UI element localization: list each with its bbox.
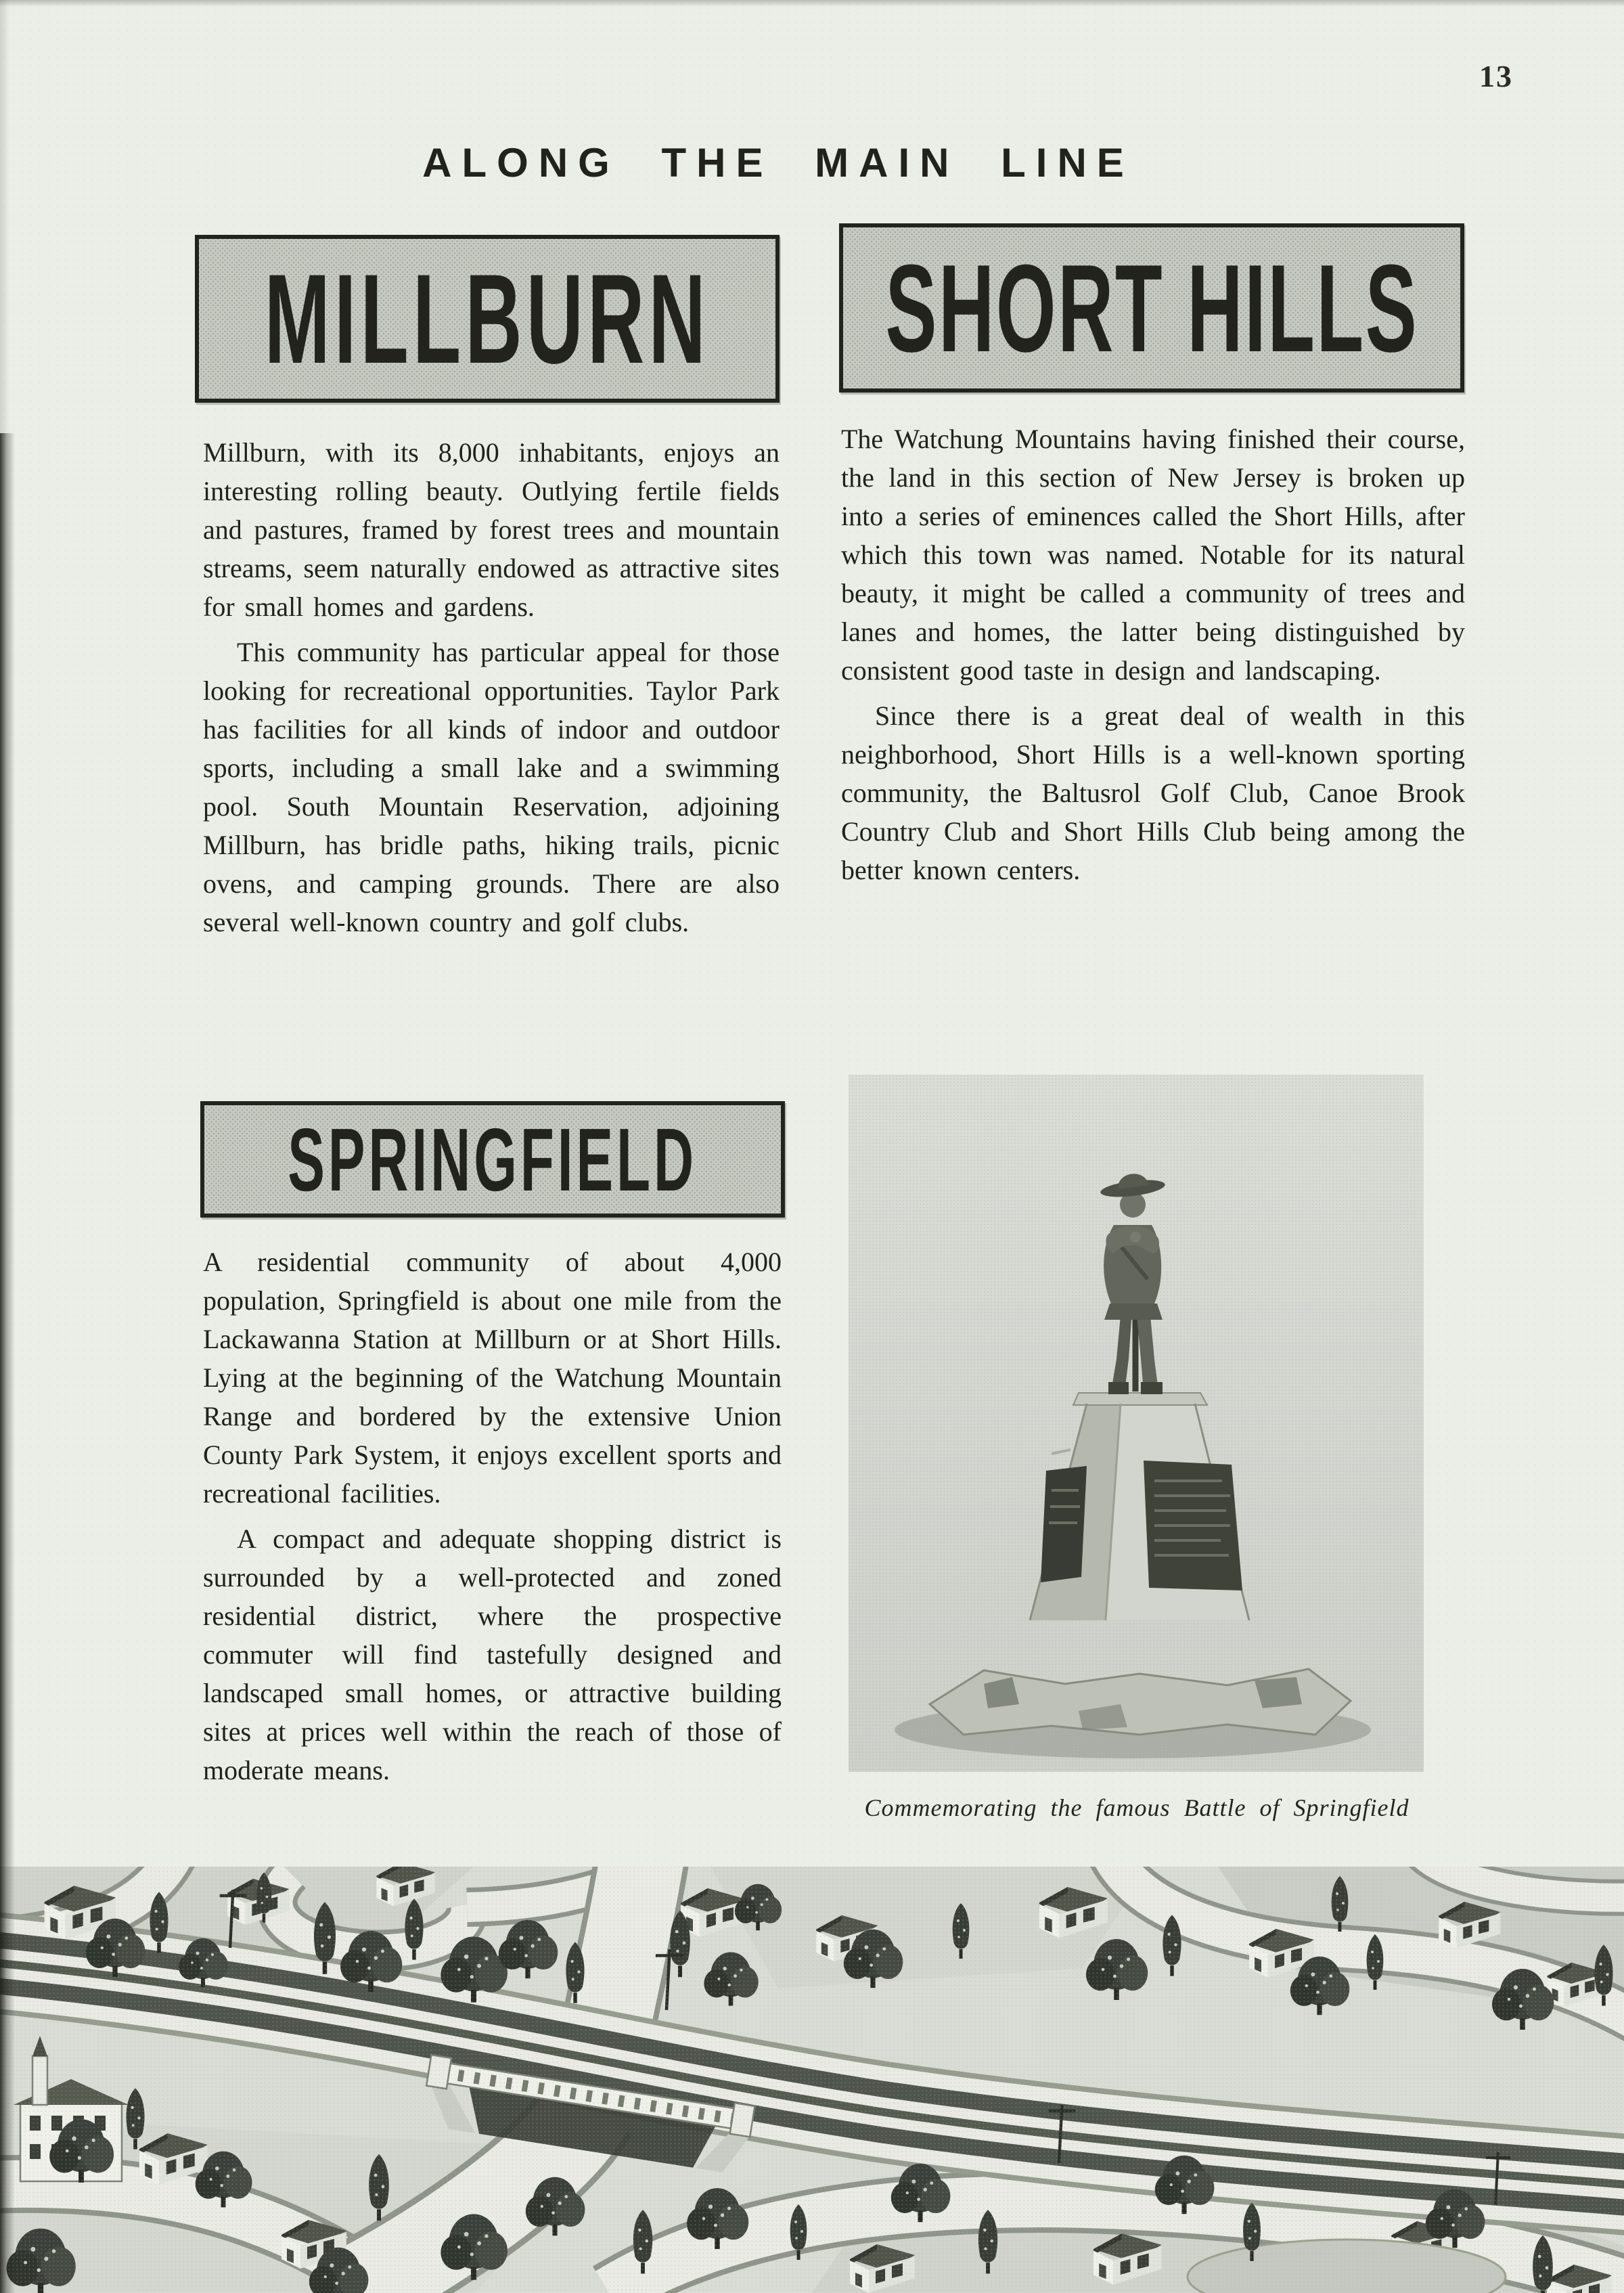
springfield-paragraph-2: A compact and adequate shopping district is surrounded by a well-protected and zoned residential district, where the prospective commuter will find tastefully designed and landscaped small homes, or attractive building sites at prices well within the reach of those of moderate means.: [203, 1523, 782, 1785]
springfield-paragraph-1: A residential community of about 4,000 population, Springfield is about one mile from the Lackawanna Station at Millburn or at Short Hills. Lying at the beginning of the Watchung Mountain Range and bordered by the extensive Union County Park System, it enjoys excellent sports and recreational facilities.: [203, 1247, 782, 1509]
short-hills-heading: SHORT HILLS: [885, 238, 1418, 378]
short-hills-paragraph-1: The Watchung Mountains having finished their course, the land in this section of New Jersey is broken up into a series of eminences called the Short Hills, after which this town was named. Notable for its natural beauty, it might be called a community of trees and lanes and homes, the latter being distinguished by consistent good taste in design and landscaping.: [841, 424, 1465, 686]
statue-photo-image: [848, 1075, 1424, 1772]
millburn-column: [203, 433, 780, 941]
short-hills-paragraph-2: Since there is a great deal of wealth in this neighborhood, Short Hills is a well-known sporting community, the Baltusrol Golf Club, Canoe Brook Country Club and Short Hills Club being among the better known centers.: [841, 700, 1465, 885]
binding-edge: [0, 433, 15, 2293]
page-title: ALONG THE MAIN LINE: [422, 140, 1134, 185]
springfield-column: [203, 1243, 782, 1789]
aerial-town-illustration: [0, 1867, 1624, 2293]
page-number: 13: [1479, 59, 1513, 93]
minuteman-statue-photo: [848, 1075, 1424, 1772]
millburn-paragraph-1: Millburn, with its 8,000 inhabitants, enjoys an interesting rolling beauty. Outlying fertile fields and pastures, framed by forest trees and mountain streams, seem naturally endowed as attractive sites for small homes and gardens.: [203, 437, 780, 622]
springfield-heading: SPRINGFIELD: [288, 1109, 698, 1209]
short-hills-heading-panel: [839, 223, 1464, 393]
statue-caption: Commemorating the famous Battle of Springfield: [864, 1794, 1409, 1821]
millburn-heading: MILLBURN: [264, 248, 710, 390]
town-illustration-image: [0, 1867, 1624, 2293]
scan-top-edge: [0, 0, 1624, 7]
binding-edge-upper: [0, 0, 9, 433]
short-hills-column: [841, 420, 1465, 889]
millburn-heading-panel: [195, 235, 780, 403]
springfield-heading-panel: [200, 1101, 785, 1218]
millburn-paragraph-2: This community has particular appeal for those looking for recreational opportunities. Taylor Park has facilities for all kinds of indoor and outdoor sports, including a small lake and a swimming pool. South Mountain Reservation, adjoining Millburn, has bridle paths, hiking trails, picnic ovens, and camping grounds. There are also several well-known country and golf clubs.: [203, 637, 780, 937]
